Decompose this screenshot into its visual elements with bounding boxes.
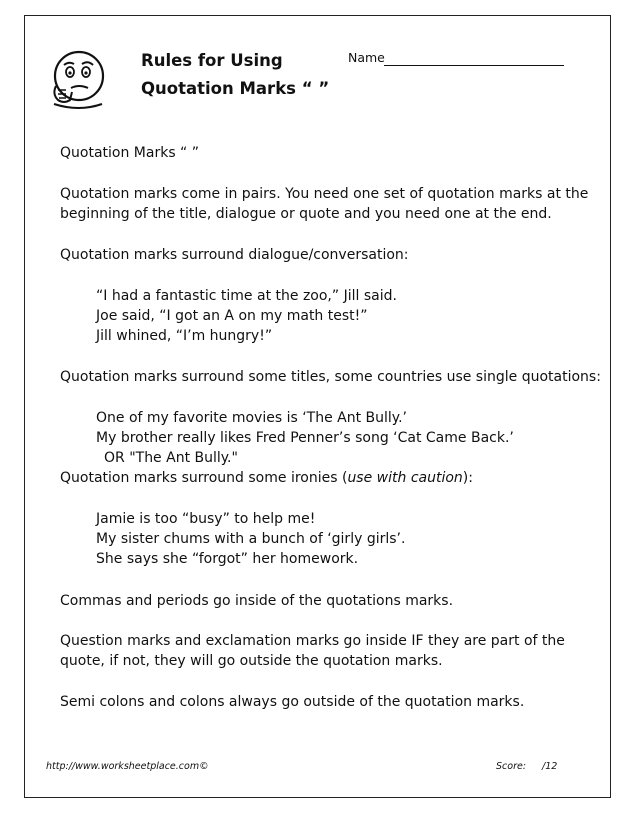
thinking-face-icon [46, 46, 108, 112]
semicolons-rule: Semi colons and colons always go outside of the quotation marks. [60, 694, 525, 710]
worksheet-title-line1: Rules for Using [141, 51, 283, 70]
dialogue-example-3: Jill whined, “I’m hungry!” [96, 328, 273, 344]
worksheet-frame [24, 15, 611, 798]
paragraph-pairs-line2: beginning of the title, dialogue or quote and you need one at the end. [60, 206, 552, 222]
titles-example-2: My brother really likes Fred Penner’s song ‘Cat Came Back.’ [96, 430, 514, 446]
ironies-intro [60, 470, 473, 486]
ironies-example-3: She says she “forgot” her homework. [96, 551, 359, 567]
question-rule-line2: quote, if not, they will go outside the quotation marks. [60, 653, 443, 669]
score-label: Score: [496, 761, 527, 772]
titles-intro: Quotation marks surround some titles, some countries use single quotations: [60, 369, 601, 385]
ironies-caution-text: use with caution [347, 470, 463, 486]
dialogue-example-1: “I had a fantastic time at the zoo,” Jill said. [96, 288, 397, 304]
ironies-example-1: Jamie is too “busy” to help me! [96, 511, 316, 527]
name-label: Name [348, 50, 385, 65]
paragraph-pairs-line1: Quotation marks come in pairs. You need one set of quotation marks at the [60, 186, 589, 202]
question-rule-line1: Question marks and exclamation marks go inside IF they are part of the [60, 633, 565, 649]
score-value: /12 [542, 761, 558, 772]
dialogue-intro: Quotation marks surround dialogue/conversation: [60, 247, 409, 263]
ironies-intro-start: Quotation marks surround some ironies ( [60, 470, 348, 486]
titles-example-1: One of my favorite movies is ‘The Ant Bully.’ [96, 410, 407, 426]
footer-url: http://www.worksheetplace.com© [46, 761, 209, 772]
ironies-example-2: My sister chums with a bunch of ‘girly girls’. [96, 531, 406, 547]
section-heading: Quotation Marks “ ” [60, 145, 200, 161]
dialogue-example-2: Joe said, “I got an A on my math test!” [96, 308, 368, 324]
name-blank-line[interactable] [384, 65, 564, 66]
worksheet-title-line2: Quotation Marks “ ” [141, 79, 330, 98]
commas-rule: Commas and periods go inside of the quotations marks. [60, 593, 454, 609]
ironies-intro-end: ): [462, 470, 473, 486]
titles-example-3: OR "The Ant Bully." [104, 450, 238, 466]
